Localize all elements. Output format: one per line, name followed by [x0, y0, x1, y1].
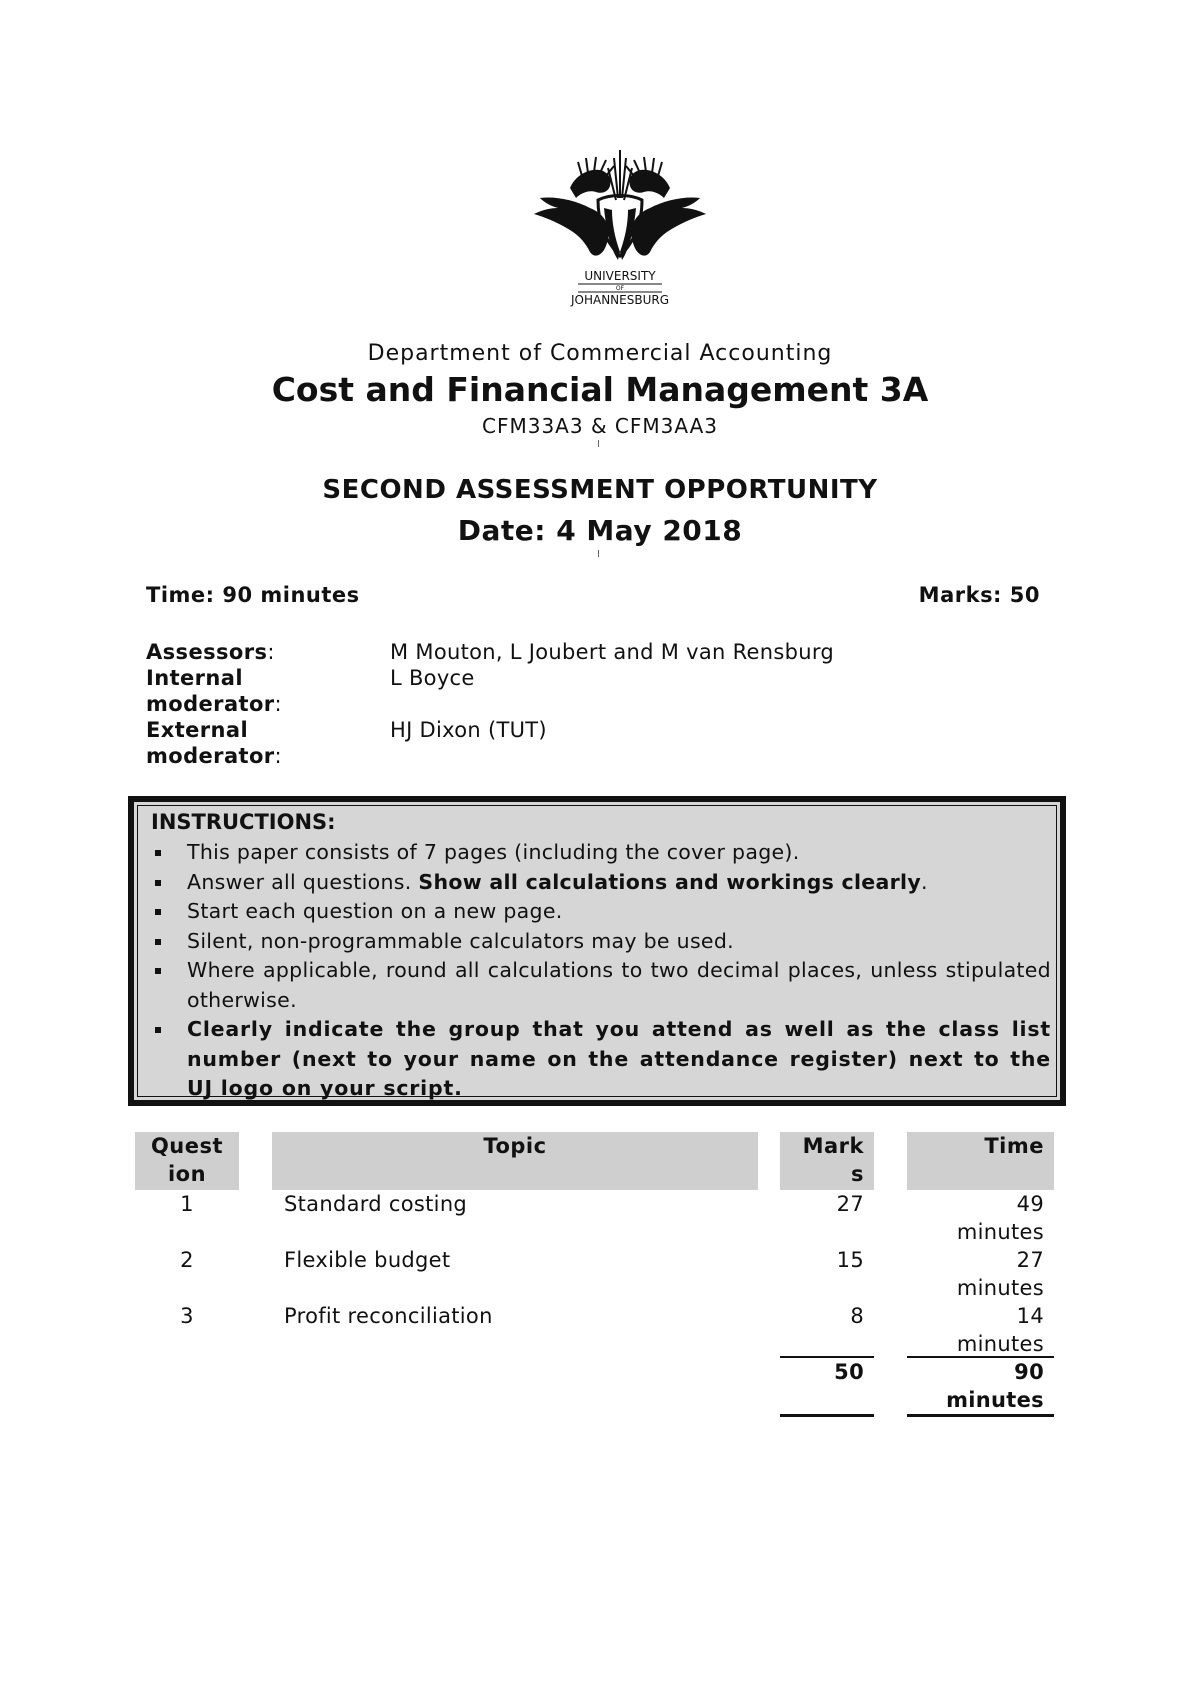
internal-moderator-value: L Boyce	[390, 666, 475, 690]
divider-tick	[598, 550, 599, 557]
instruction-item: Clearly indicate the group that you attend as well as the class list number (next to your name on the attendance register) next to the UJ logo on your script.	[151, 1015, 1051, 1104]
row-topic: Flexible budget	[284, 1248, 451, 1272]
instruction-item: Answer all questions. Show all calculations and workings clearly.	[151, 868, 1051, 898]
double-rule-marks	[780, 1414, 874, 1417]
department-name: Department of Commercial Accounting	[367, 341, 833, 366]
total-time-value: 90 minutes	[946, 1360, 1044, 1412]
instructions-box	[128, 796, 1066, 1106]
row-question: 2	[180, 1248, 194, 1272]
total-marks: Marks: 50	[918, 583, 1040, 607]
double-rule-time	[907, 1414, 1054, 1417]
header-time: Time	[907, 1132, 1054, 1190]
instructions-title: INSTRUCTIONS:	[151, 810, 336, 834]
course-codes: CFM33A3 & CFM3AA3	[482, 414, 718, 438]
university-logo	[520, 148, 720, 318]
divider-tick	[598, 440, 599, 447]
row-time: 27 minutes	[956, 1248, 1044, 1300]
instruction-item: Start each question on a new page.	[151, 897, 1051, 927]
course-title: Cost and Financial Management 3A	[271, 370, 929, 409]
instruction-item: Where applicable, round all calculations to two decimal places, unless stipulated otherwise.	[151, 956, 1051, 1015]
row-marks: 27	[836, 1192, 864, 1216]
external-moderator-value: HJ Dixon (TUT)	[390, 718, 547, 742]
instruction-item: Silent, non-programmable calculators may be used.	[151, 927, 1051, 957]
logo-text-university: UNIVERSITY	[584, 269, 656, 283]
row-question: 1	[180, 1192, 194, 1216]
assessors-value: M Mouton, L Joubert and M van Rensburg	[390, 640, 835, 664]
assessors-label: Assessors:	[146, 640, 275, 664]
external-moderator-label: External moderator:	[146, 718, 283, 768]
header-topic: Topic	[272, 1132, 758, 1190]
row-topic: Profit reconciliation	[284, 1304, 493, 1328]
assessment-title: SECOND ASSESSMENT OPPORTUNITY	[322, 475, 878, 505]
row-question: 3	[180, 1304, 194, 1328]
instruction-item: This paper consists of 7 pages (including the cover page).	[151, 838, 1051, 868]
row-marks: 8	[850, 1304, 864, 1328]
row-marks: 15	[836, 1248, 864, 1272]
row-topic: Standard costing	[284, 1192, 468, 1216]
time-allowed: Time: 90 minutes	[146, 583, 360, 607]
row-time: 49 minutes	[956, 1192, 1044, 1244]
header-marks: Mark s	[780, 1132, 874, 1190]
logo-text-johannesburg: JOHANNESBURG	[570, 293, 670, 307]
instructions-list	[151, 838, 1051, 1104]
internal-moderator-label: Internal moderator:	[146, 666, 283, 716]
assessment-date: Date: 4 May 2018	[457, 514, 743, 547]
header-question: Quest ion	[135, 1132, 239, 1190]
total-marks-value: 50	[834, 1360, 864, 1384]
row-time: 14 minutes	[956, 1304, 1044, 1356]
logo-text-of: OF	[615, 285, 625, 292]
